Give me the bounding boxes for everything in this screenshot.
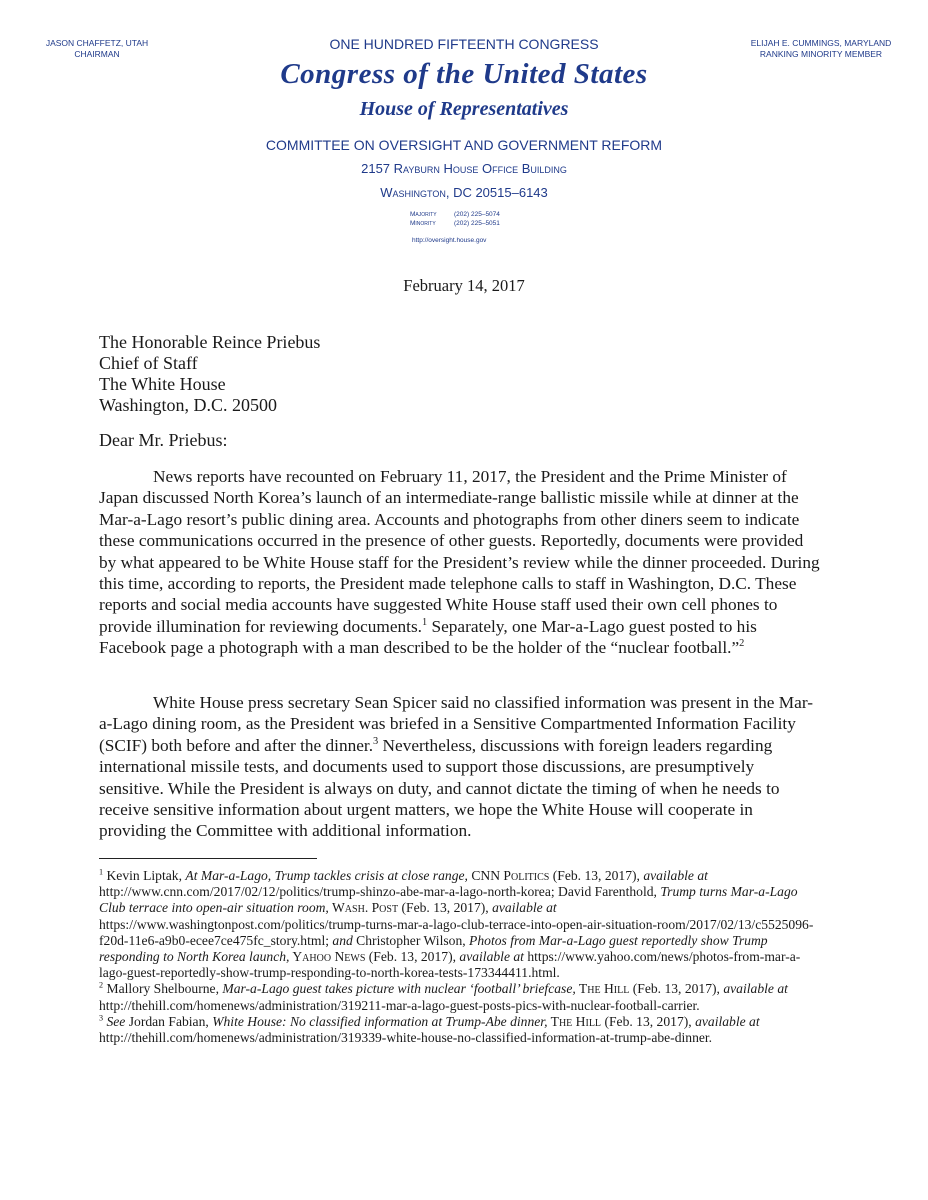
addressee-line: The Honorable Reince Priebus (99, 332, 321, 352)
paragraph-text: News reports have recounted on February 11, 2017, the President and the Prime Minister of Japan discussed North Korea’s launch of an intermediate-range ballistic missile while at dinner at the Mar-a-Lago resort’s public dining area. Accounts and photographs from other diners seem to indicate these communications occurred in the presence of other guests. Reportedly, documents were provided by what appeared to be White House staff for the President’s review while the dinner proceeded. During this time, according to reports, the President made telephone calls to staff in Washington, D.C. These reports and social media accounts have suggested White House staff used their own cell phones to provide illumination for reviewing documents. (99, 467, 820, 636)
letter-date: February 14, 2017 (403, 276, 525, 295)
available-at: available at (643, 868, 708, 883)
footnote-number: 1 (99, 867, 104, 877)
addressee-block (99, 332, 320, 416)
footnote-url[interactable]: http://thehill.com/homenews/administration/319211-mar-a-lago-guest-posts-pics-with-nuclear-football-carrier. (99, 997, 700, 1013)
publication: CNN Politics (467, 868, 550, 883)
house-title: House of Representatives (359, 98, 569, 120)
paragraph-1 (99, 466, 821, 659)
footnote-divider (99, 858, 317, 859)
footnote-1 (99, 868, 821, 981)
footnote-ref[interactable]: 3 (373, 736, 379, 748)
congress-number: ONE HUNDRED FIFTEENTH CONGRESS (329, 36, 599, 52)
chairman-title: CHAIRMAN (74, 49, 120, 59)
addressee-line: The White House (99, 374, 226, 394)
majority-phone-row (410, 210, 500, 219)
see-signal: See (103, 1013, 126, 1029)
phone-numbers (410, 210, 500, 228)
paragraph-text: Nevertheless, discussions with foreign leaders regarding international missile tests, and documents used to support those discussions, are presumptively sensitive. While the President is always on duty, and cannot dictate the timing of when he needs to receive sensitive information about urgent matters, we hope the White House will cooperate in providing the Committee with additional information. (99, 735, 780, 841)
publication: The Hill (575, 981, 630, 997)
cited-title: Mar-a-Lago guest takes picture with nuclear ‘football’ briefcase, (222, 981, 576, 997)
addressee-line: Chief of Staff (99, 353, 198, 373)
available-at: available at (723, 981, 788, 997)
footnote-text: (Feb. 13, 2017), (549, 868, 644, 883)
footnote-url[interactable]: https://www.washingtonpost.com/politics/trump-turns-mar-a-lago-club-terrace-into-open-air-situation-room/2017/02/13/c5525096-f20d-11e6-a9b0-ecee7ce475fc_story.html; (99, 916, 814, 948)
minority-label: Minority (410, 220, 436, 227)
available-at: available at (695, 1013, 760, 1029)
footnote-text: Kevin Liptak, (103, 868, 186, 883)
minority-phone-row (410, 219, 500, 228)
footnotes (99, 868, 821, 1046)
publication: Wash. Post (328, 900, 399, 916)
office-address: 2157 Rayburn House Office Building (361, 161, 567, 176)
footnote-text: Jordan Fabian, (125, 1013, 213, 1029)
minority-phone: (202) 225–5051 (454, 220, 500, 227)
office-city: Washington, DC 20515–6143 (380, 185, 548, 200)
footnote-url[interactable]: http://thehill.com/homenews/administration/319339-white-house-no-classified-information-at-trump-abe-dinner. (99, 1030, 713, 1046)
footnote-ref[interactable]: 2 (739, 638, 745, 650)
paragraph-text: Separately, one Mar-a-Lago guest posted to his Facebook page a photograph with a man described to be the holder of the “nuclear football.” (99, 616, 757, 658)
footnote-url[interactable]: http://www.cnn.com/2017/02/12/politics/trump-shinzo-abe-mar-a-lago-north-korea; David Farenthold, (99, 884, 661, 900)
majority-phone: (202) 225–5074 (454, 211, 500, 218)
available-at: available at (492, 900, 557, 916)
footnote-text: (Feb. 13, 2017), (365, 949, 460, 965)
footnote-text: (Feb. 13, 2017), (629, 981, 724, 997)
cited-title: White House: No classified information at Trump-Abe dinner, (212, 1013, 548, 1029)
salutation: Dear Mr. Priebus: (99, 430, 228, 450)
publication: Yahoo News (289, 949, 366, 965)
ranking-member-name: ELIJAH E. CUMMINGS, MARYLAND (750, 38, 892, 48)
website-link[interactable]: http://oversight.house.gov (412, 237, 487, 244)
addressee-line: Washington, D.C. 20500 (99, 395, 278, 415)
cited-title: Trump turns Mar-a-Lago Club terrace into open-air situation room, (99, 884, 798, 916)
footnote-text: (Feb. 13, 2017), (601, 1013, 696, 1029)
majority-label: Majority (410, 211, 437, 218)
footnote-text: (Feb. 13, 2017), (398, 900, 493, 916)
cited-title: Photos from Mar-a-Lago guest reportedly show Trump responding to North Korea launch, (99, 932, 768, 965)
footnote-ref[interactable]: 1 (422, 617, 428, 629)
and-signal: and (332, 932, 353, 948)
paragraph-2 (99, 692, 821, 842)
ranking-member-title: RANKING MINORITY MEMBER (759, 49, 883, 59)
footnote-text: Christopher Wilson, (352, 932, 470, 948)
footnote-2 (99, 981, 821, 1013)
congress-title: Congress of the United States (280, 58, 648, 90)
footnote-text: Mallory Shelbourne, (103, 981, 223, 997)
committee-name: COMMITTEE ON OVERSIGHT AND GOVERNMENT REFORM (265, 137, 663, 153)
footnote-url[interactable]: https://www.yahoo.com/news/photos-from-mar-a-lago-guest-reportedly-show-trump-responding-to-north-korea-tests-173344411.html. (99, 949, 801, 981)
cited-title: At Mar-a-Lago, Trump tackles crisis at close range, (185, 868, 468, 883)
footnote-number: 3 (99, 1013, 104, 1023)
footnote-3 (99, 1014, 821, 1046)
available-at: available at (459, 949, 524, 965)
publication: The Hill (547, 1013, 602, 1029)
footnote-number: 2 (99, 980, 104, 990)
paragraph-text: White House press secretary Sean Spicer said no classified information was present in the Mar-a-Lago dining room, as the President was briefed in a Sensitive Compartmented Information Facility (SCIF) both before and after the dinner. (99, 693, 813, 755)
chairman-name: JASON CHAFFETZ, UTAH (45, 38, 149, 48)
